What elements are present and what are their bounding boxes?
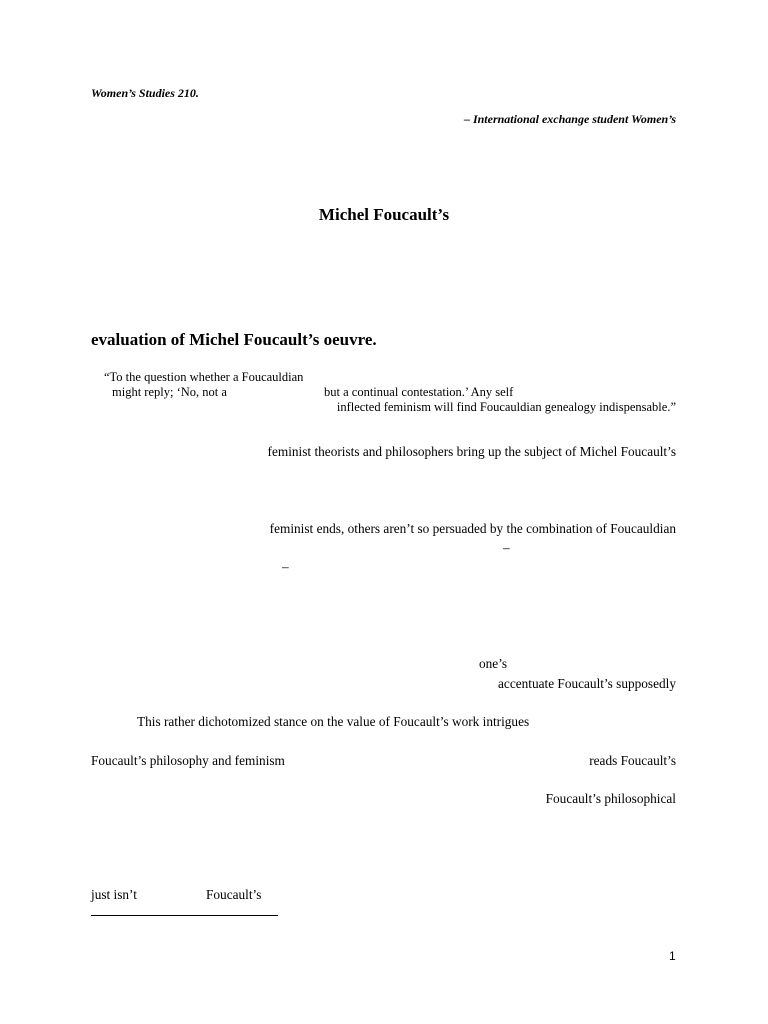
paragraph-4-line-3: Foucault’s philosophical [545, 791, 676, 806]
quote-line-2b: but a continual contestation.’ Any self [324, 385, 514, 399]
page-number: 1 [669, 949, 676, 963]
last-line-a: just isn’t [91, 887, 137, 902]
paragraph-4-line-2a: Foucault’s philosophy and feminism [91, 753, 285, 768]
header-subtitle: – International exchange student Women’s [463, 112, 676, 126]
page-title: Michel Foucault’s [318, 205, 450, 224]
quote-line-1: “To the question whether a Foucauldian [104, 370, 304, 384]
last-line-b: Foucault’s [206, 887, 262, 902]
course-header: Women’s Studies 210. [91, 86, 199, 100]
paragraph-2-line: feminist ends, others aren’t so persuaded by the combination of Foucauldian [269, 521, 676, 536]
paragraph-4-line-1: This rather dichotomized stance on the value of Foucault’s work intrigues [137, 714, 530, 729]
footnote-separator [91, 915, 278, 916]
quote-line-2a: might reply; ‘No, not a [112, 385, 227, 399]
paragraph-3-line: accentuate Foucault’s supposedly [498, 676, 676, 691]
paragraph-1-line: feminist theorists and philosophers bring up the subject of Michel Foucault’s [267, 444, 676, 459]
paragraph-2-dash-1: – [503, 540, 510, 555]
paragraph-4-line-2b: reads Foucault’s [589, 753, 676, 768]
paragraph-3-word: one’s [479, 656, 508, 671]
paragraph-2-dash-2: – [282, 559, 289, 574]
section-heading: evaluation of Michel Foucault’s oeuvre. [91, 330, 377, 349]
quote-line-3: inflected feminism will find Foucauldian genealogy indispensable.” [336, 400, 676, 414]
